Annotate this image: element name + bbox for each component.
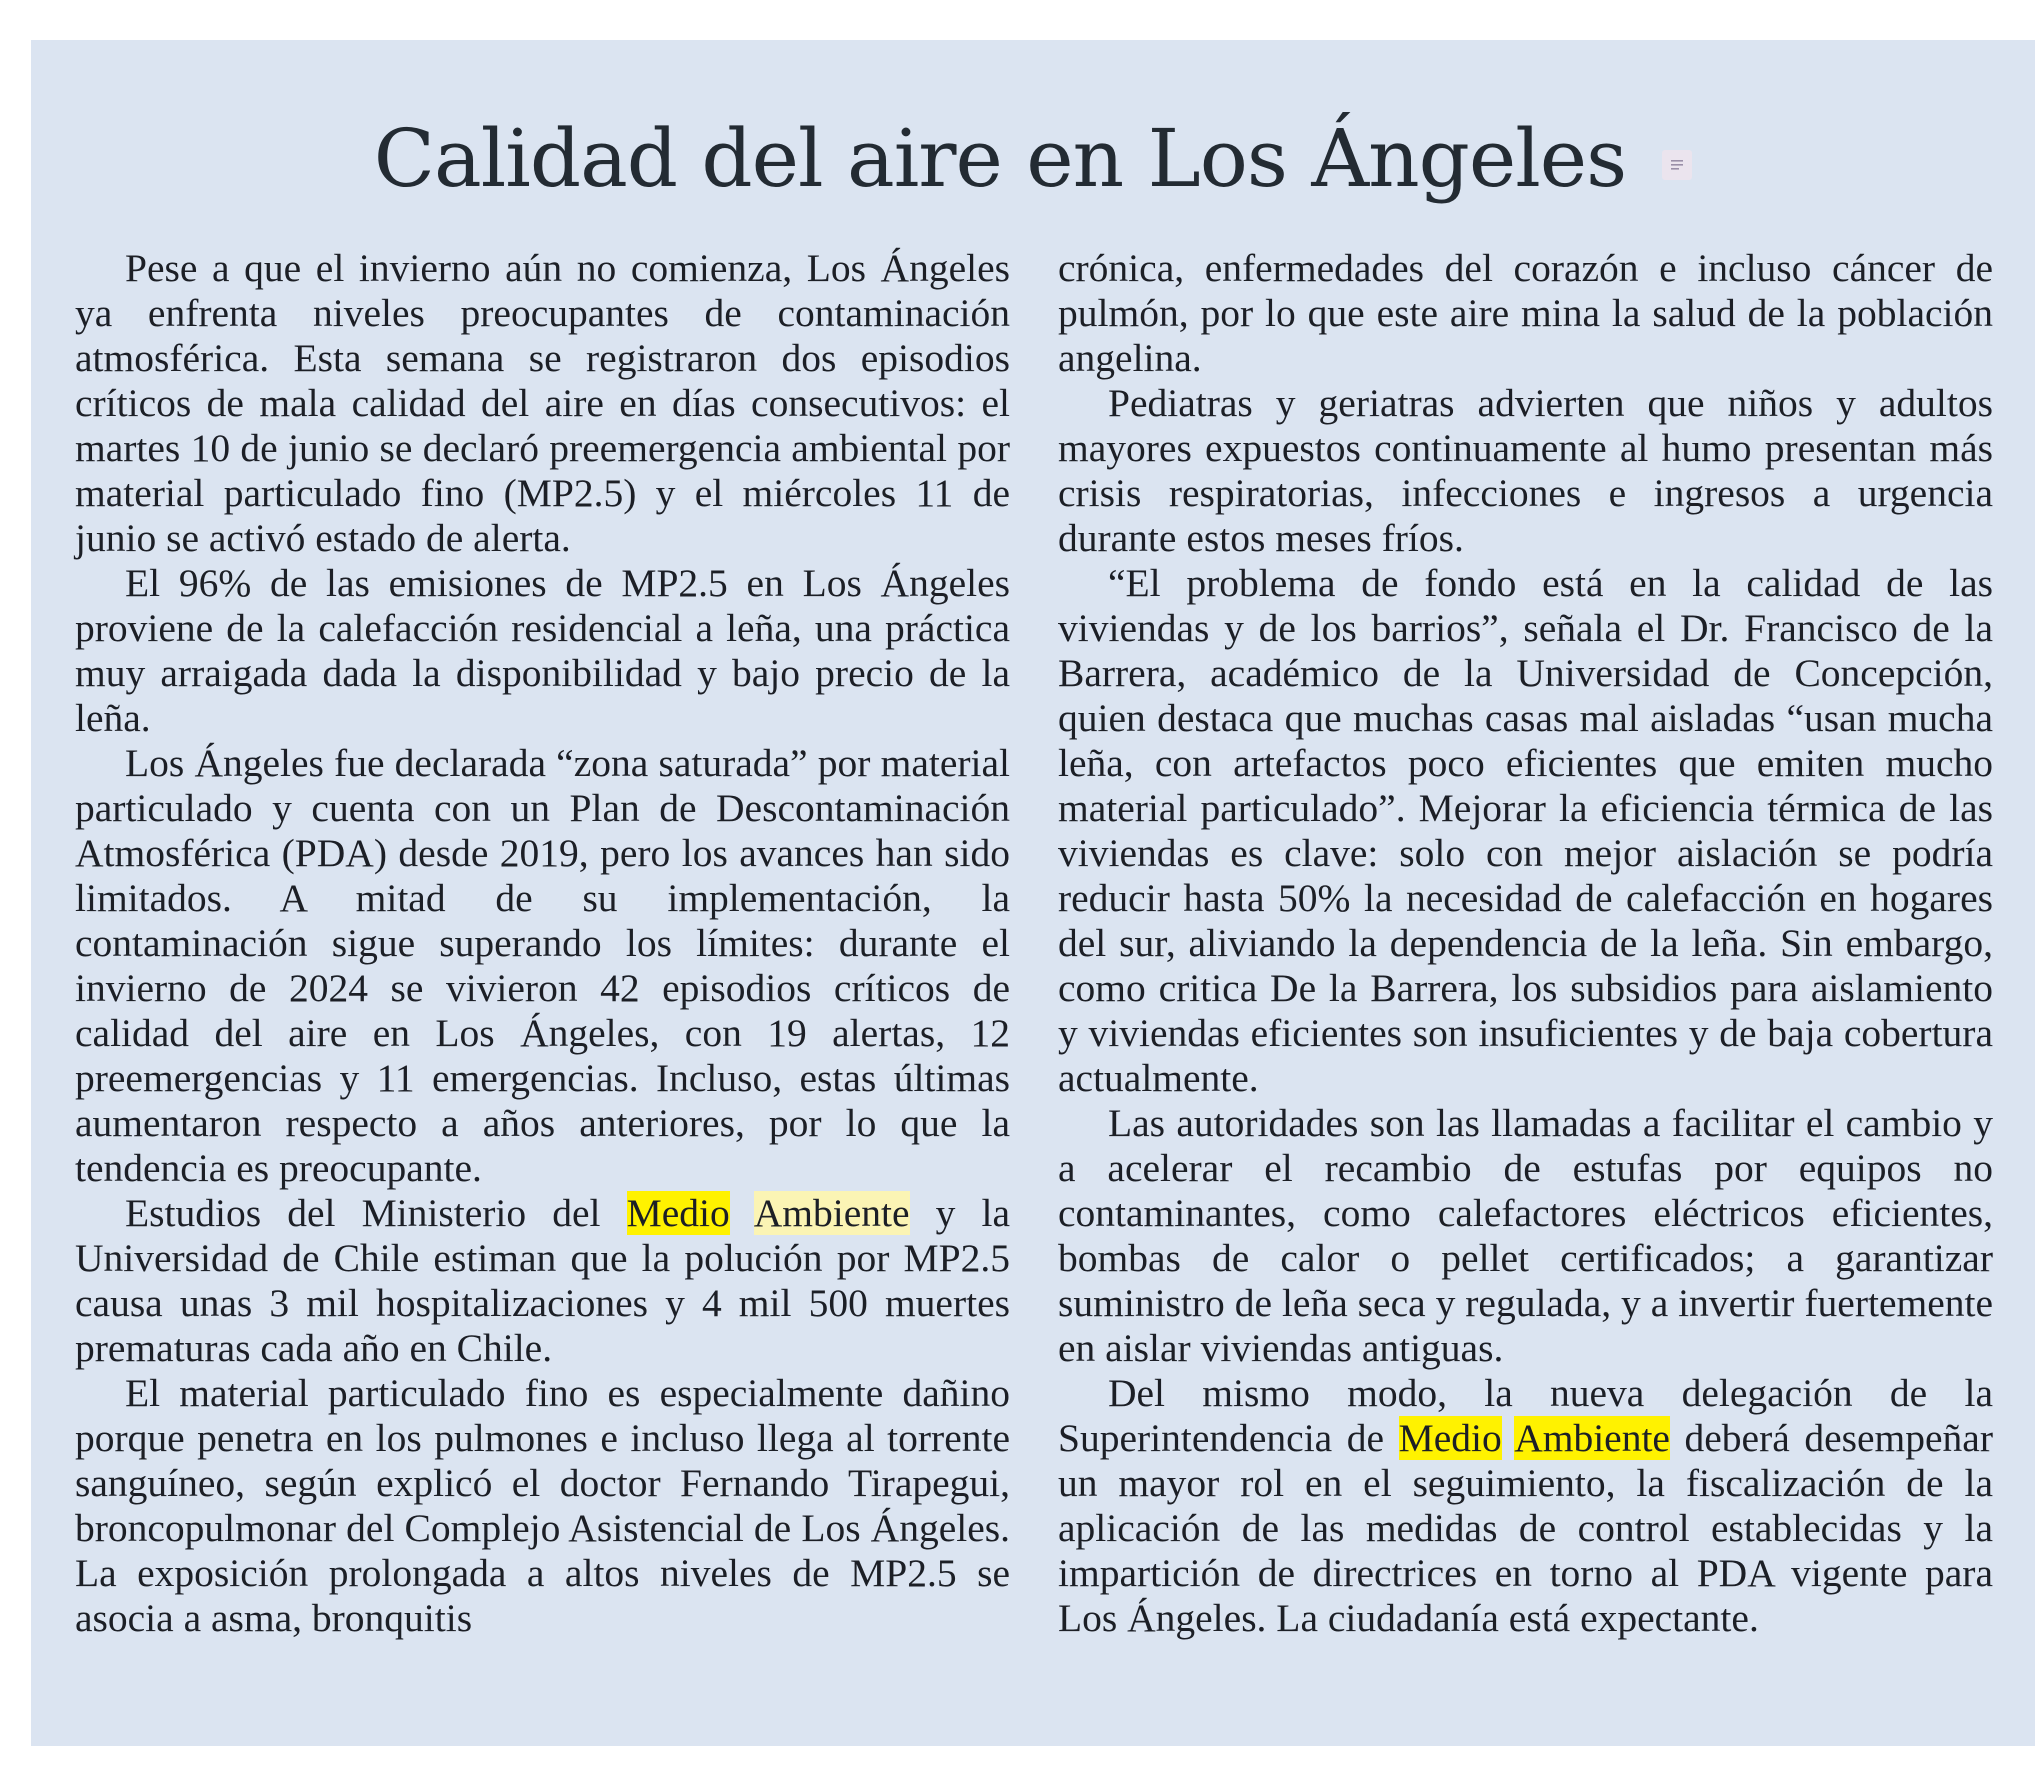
paragraph-text [730, 1191, 754, 1235]
right-column [1058, 246, 1993, 1641]
paragraph: Pese a que el invierno aún no comienza, Los Ángeles ya enfrenta niveles preocupantes de contaminación atmosférica. Esta semana se registraron dos episodios críticos de mala calidad del aire en días consecutivos: el martes 10 de junio se declaró preemergencia ambiental por material particulado fino (MP2.5) y el miércoles 11 de junio se activó estado de alerta. [75, 246, 1010, 560]
paragraph: Las autoridades son las llamadas a facilitar el cambio y a acelerar el recambio de estufas por equipos no contaminantes, como calefactores eléctricos eficientes, bombas de calor o pellet certificados; a garantizar suministro de leña seca y regulada, y a invertir fuertemente en aislar viviendas antiguas. [1058, 1101, 1993, 1370]
highlighted-text[interactable]: Medio [626, 1191, 730, 1235]
paragraph: El material particulado fino es especialmente dañino porque penetra en los pulmones e incluso llega al torrente sanguíneo, según explicó el doctor Fernando Tirapegui, broncopulmonar del Complejo Asistencial de Los Ángeles. La exposición prolongada a altos niveles de MP2.5 se asocia a asma, bronquitis [75, 1371, 1010, 1640]
highlighted-text[interactable]: Medio [1398, 1416, 1502, 1460]
left-column [75, 246, 1010, 1641]
highlighted-text[interactable]: Ambiente [1514, 1416, 1670, 1460]
paragraph [75, 1191, 1010, 1371]
article-clipping [31, 40, 2035, 1746]
paragraph-text: y la Universidad de Chile estiman que la polución por MP2.5 causa unas 3 mil hospitalizaciones y 4 mil 500 muertes prematuras cada año en Chile. [75, 1191, 1010, 1370]
note-icon[interactable] [1662, 150, 1692, 180]
headline-row [31, 112, 2035, 205]
paragraph: Pediatras y geriatras advierten que niños y adultos mayores expuestos continuamente al humo presentan más crisis respiratorias, infecciones e ingresos a urgencia durante estos meses fríos. [1058, 381, 1993, 560]
paragraph [1058, 1371, 1993, 1641]
article-title: Calidad del aire en Los Ángeles [373, 112, 1627, 205]
paragraph-text: Del mismo modo, la nueva delegación de la Superintendencia de [1058, 1371, 1993, 1460]
paragraph-text: Estudios del Ministerio del [125, 1191, 627, 1235]
highlighted-text[interactable]: Ambiente [753, 1191, 910, 1235]
article-body [75, 246, 1993, 1641]
paragraph: crónica, enfermedades del corazón e incluso cáncer de pulmón, por lo que este aire mina la salud de la población angelina. [1058, 246, 1993, 380]
paragraph: “El problema de fondo está en la calidad de las viviendas y de los barrios”, señala el Dr. Francisco de la Barrera, académico de la Universidad de Concepción, quien destaca que muchas casas mal aisladas “usan mucha leña, con artefactos poco eficientes que emiten mucho material particulado”. Mejorar la eficiencia térmica de las viviendas es clave: solo con mejor aislación se podría reducir hasta 50% la necesidad de calefacción en hogares del sur, aliviando la dependencia de la leña. Sin embargo, como critica De la Barrera, los subsidios para aislamiento y viviendas eficientes son insuficientes y de baja cobertura actualmente. [1058, 561, 1993, 1100]
paragraph: El 96% de las emisiones de MP2.5 en Los Ángeles proviene de la calefacción residencial a leña, una práctica muy arraigada dada la disponibilidad y bajo precio de la leña. [75, 561, 1010, 740]
paragraph-text [1502, 1416, 1514, 1460]
paragraph-text: deberá desempeñar un mayor rol en el seguimiento, la fiscalización de la aplicación de las medidas de control establecidas y la impartición de directrices en torno al PDA vigente para Los Ángeles. La ciudadanía está expectante. [1058, 1416, 1993, 1640]
paragraph: Los Ángeles fue declarada “zona saturada” por material particulado y cuenta con un Plan de Descontaminación Atmosférica (PDA) desde 2019, pero los avances han sido limitados. A mitad de su implementación, la contaminación sigue superando los límites: durante el invierno de 2024 se vivieron 42 episodios críticos de calidad del aire en Los Ángeles, con 19 alertas, 12 preemergencias y 11 emergencias. Incluso, estas últimas aumentaron respecto a años anteriores, por lo que la tendencia es preocupante. [75, 741, 1010, 1190]
